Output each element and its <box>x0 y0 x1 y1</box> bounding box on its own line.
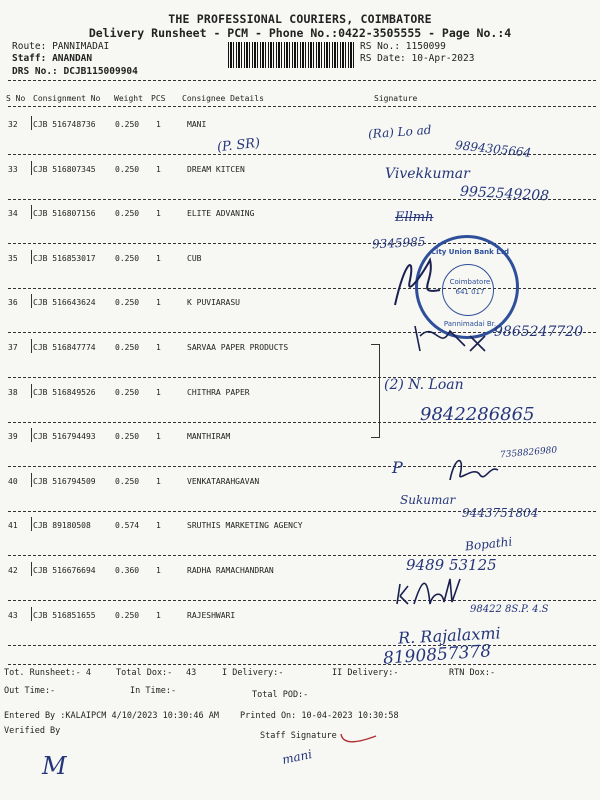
row-consignment: CJB 516794493 <box>33 432 96 441</box>
bracket <box>371 344 380 438</box>
row-consignment: CJB 516794509 <box>33 477 96 486</box>
row-consignee: ELITE ADVANING <box>187 209 255 218</box>
row-pcs: 1 <box>156 343 161 352</box>
row-consignment: CJB 516748736 <box>33 120 96 129</box>
handwritten-scribble: Ellmh <box>395 210 434 225</box>
row-pcs: 1 <box>156 432 161 441</box>
row-consignment: CJB 516807156 <box>33 209 96 218</box>
row-consignment: CJB 516853017 <box>33 254 96 263</box>
divider <box>8 80 596 81</box>
printed-on: Printed On: 10-04-2023 10:30:58 <box>240 711 399 721</box>
row-consignment: CJB 89180508 <box>33 521 91 530</box>
document-title: THE PROFESSIONAL COURIERS, COIMBATORE <box>168 12 432 26</box>
staff-label: Staff: <box>12 53 47 64</box>
row-pcs: 1 <box>156 521 161 530</box>
row-consignee: K PUVIARASU <box>187 298 240 307</box>
cell-mark <box>31 607 32 621</box>
handwritten-phone: 9894305664 <box>454 138 532 160</box>
tot-runsheet: Tot. Runsheet:- 4 <box>4 668 91 678</box>
row-sno: 40 <box>8 477 18 486</box>
col-pcs: PCS <box>151 94 166 103</box>
row-pcs: 1 <box>156 165 161 174</box>
row-consignee: DREAM KITCEN <box>187 165 245 174</box>
staff-handwritten-signature: mani <box>280 747 314 767</box>
row-consignee: CUB <box>187 254 202 263</box>
handwritten-mark: P <box>392 458 403 477</box>
out-time: Out Time:- <box>4 686 56 696</box>
row-weight: 0.250 <box>115 477 140 486</box>
cell-mark <box>31 473 32 487</box>
row-weight: 0.250 <box>115 611 140 620</box>
signature-scribble <box>410 316 490 356</box>
signature-scribble <box>385 250 445 310</box>
row-divider <box>8 600 596 601</box>
rs-no-line <box>360 41 446 52</box>
row-pcs: 1 <box>156 209 161 218</box>
staff-line <box>12 53 92 64</box>
staff-value: ANANDAN <box>52 53 93 64</box>
total-dox-label: Total Dox:- <box>116 668 173 678</box>
rtn-dox: RTN Dox:- <box>449 668 496 678</box>
handwritten-phone: 9952549208 <box>459 183 550 205</box>
row-divider <box>8 555 596 556</box>
handwritten-name: Vivekkumar <box>385 166 470 182</box>
row-consignee: MANI <box>187 120 207 129</box>
row-sno: 34 <box>8 209 18 218</box>
row-pcs: 1 <box>156 254 161 263</box>
handwritten-phone: 7358826980 <box>499 445 558 461</box>
row-consignment: CJB 516847774 <box>33 343 96 352</box>
cell-mark <box>31 339 32 353</box>
row-weight: 0.250 <box>115 298 140 307</box>
row-divider <box>8 377 596 378</box>
rs-date-value: 10-Apr-2023 <box>411 53 475 64</box>
row-pcs: 1 <box>156 298 161 307</box>
handwritten-phone: 9842286865 <box>420 404 535 425</box>
row-divider <box>8 466 596 467</box>
row-sno: 33 <box>8 165 18 174</box>
row-consignee: RADHA RAMACHANDRAN <box>187 566 274 575</box>
route-label: Route: <box>12 41 47 52</box>
signature-stroke <box>338 730 380 748</box>
col-signature: Signature <box>374 94 418 103</box>
row-consignee: RAJESHWARI <box>187 611 236 620</box>
stamp-city: Coimbatore <box>449 278 491 286</box>
drs-label: DRS No.: <box>12 66 58 77</box>
row-sno: 32 <box>8 120 18 129</box>
handwritten-signature: (Ra) Lo ad <box>367 122 432 142</box>
cell-mark <box>31 205 32 219</box>
in-time: In Time:- <box>130 686 177 696</box>
cell-mark <box>31 161 32 175</box>
handwritten-name: R. Rajalaxmi <box>397 623 502 648</box>
row-divider <box>8 243 596 244</box>
route-value: PANNIMADAI <box>52 41 110 52</box>
route-line <box>12 41 109 52</box>
handwritten-phone: 9443751804 <box>462 506 539 520</box>
row-weight: 0.250 <box>115 343 140 352</box>
verified-signature: M <box>42 752 67 780</box>
handwritten-phone: 9865247720 <box>494 324 584 340</box>
row-weight: 0.250 <box>115 254 140 263</box>
row-consignment: CJB 516643624 <box>33 298 96 307</box>
row-sno: 42 <box>8 566 18 575</box>
row-weight: 0.250 <box>115 165 140 174</box>
cell-mark <box>31 562 32 576</box>
rs-no-label: RS No.: <box>360 41 401 52</box>
handwritten-name: Bopathi <box>464 534 513 554</box>
verified-by: Verified By <box>4 726 61 736</box>
rs-no-value: 1150099 <box>405 41 446 52</box>
row-pcs: 1 <box>156 611 161 620</box>
row-weight: 0.574 <box>115 521 140 530</box>
row-consignment: CJB 516851655 <box>33 611 96 620</box>
total-dox-value: 43 <box>186 668 197 678</box>
stamp-top-text: City Union Bank Ltd <box>430 248 510 256</box>
cell-mark <box>31 384 32 398</box>
row-consignment: CJB 516807345 <box>33 165 96 174</box>
row-consignee: CHITHRA PAPER <box>187 388 250 397</box>
col-consignee: Consignee Details <box>182 94 264 103</box>
row-pcs: 1 <box>156 388 161 397</box>
handwritten-name: Sukumar <box>400 493 456 507</box>
handwritten-phone: 9489 53125 <box>406 556 497 574</box>
row-sno: 35 <box>8 254 18 263</box>
divider <box>8 106 596 107</box>
row-consignment: CJB 516676694 <box>33 566 96 575</box>
staff-signature: Staff Signature <box>260 731 337 741</box>
handwritten-phone: 98422 8S.P. 4.S <box>470 604 549 615</box>
handwritten-signature: (2) N. Loan <box>384 377 464 393</box>
row-weight: 0.250 <box>115 209 140 218</box>
row-weight: 0.250 <box>115 388 140 397</box>
handwritten-phone: 8190857378 <box>382 641 492 669</box>
entered-by: Entered By :KALAIPCM 4/10/2023 10:30:46 AM <box>4 711 219 721</box>
drs-line <box>12 66 138 77</box>
row-sno: 41 <box>8 521 18 530</box>
row-sno: 38 <box>8 388 18 397</box>
handwritten-phone: 9345985 <box>371 234 426 252</box>
drs-value: DCJB115009904 <box>63 66 138 77</box>
cell-mark <box>31 428 32 442</box>
row-consignee: SARVAA PAPER PRODUCTS <box>187 343 289 352</box>
signature-scribble <box>440 450 500 485</box>
col-weight: Weight <box>114 94 143 103</box>
cell-mark <box>31 116 32 130</box>
rs-date-label: RS Date: <box>360 53 406 64</box>
row-pcs: 1 <box>156 477 161 486</box>
row-consignee: MANTHIRAM <box>187 432 231 441</box>
divider <box>8 664 596 665</box>
cell-mark <box>31 294 32 308</box>
row-pcs: 1 <box>156 120 161 129</box>
row-divider <box>8 645 596 646</box>
row-consignee: SRUTHIS MARKETING AGENCY <box>187 521 303 530</box>
rs-date-line <box>360 53 474 64</box>
row-sno: 36 <box>8 298 18 307</box>
stamp-pin: 641 017 <box>455 288 485 296</box>
total-pod: Total POD:- <box>252 690 309 700</box>
row-weight: 0.250 <box>115 120 140 129</box>
col-consignment: Consignment No <box>33 94 101 103</box>
row-weight: 0.250 <box>115 432 140 441</box>
document-subtitle: Delivery Runsheet - PCM - Phone No.:0422-3505555 - Page No.:4 <box>88 26 512 40</box>
row-sno: 39 <box>8 432 18 441</box>
cell-mark <box>31 517 32 531</box>
i-delivery: I Delivery:- <box>222 668 284 678</box>
row-pcs: 1 <box>156 566 161 575</box>
stamp-branch: Pannimadai Br. <box>443 320 497 328</box>
ii-delivery: II Delivery:- <box>332 668 399 678</box>
row-consignment: CJB 516849526 <box>33 388 96 397</box>
barcode <box>228 42 356 68</box>
handwritten-note: (P. SR) <box>216 135 261 156</box>
cell-mark <box>31 250 32 264</box>
col-sno: S No <box>6 94 26 103</box>
row-weight: 0.360 <box>115 566 140 575</box>
row-sno: 37 <box>8 343 18 352</box>
row-sno: 43 <box>8 611 18 620</box>
signature-scribble <box>392 574 472 614</box>
row-consignee: VENKATARAHGAVAN <box>187 477 260 486</box>
